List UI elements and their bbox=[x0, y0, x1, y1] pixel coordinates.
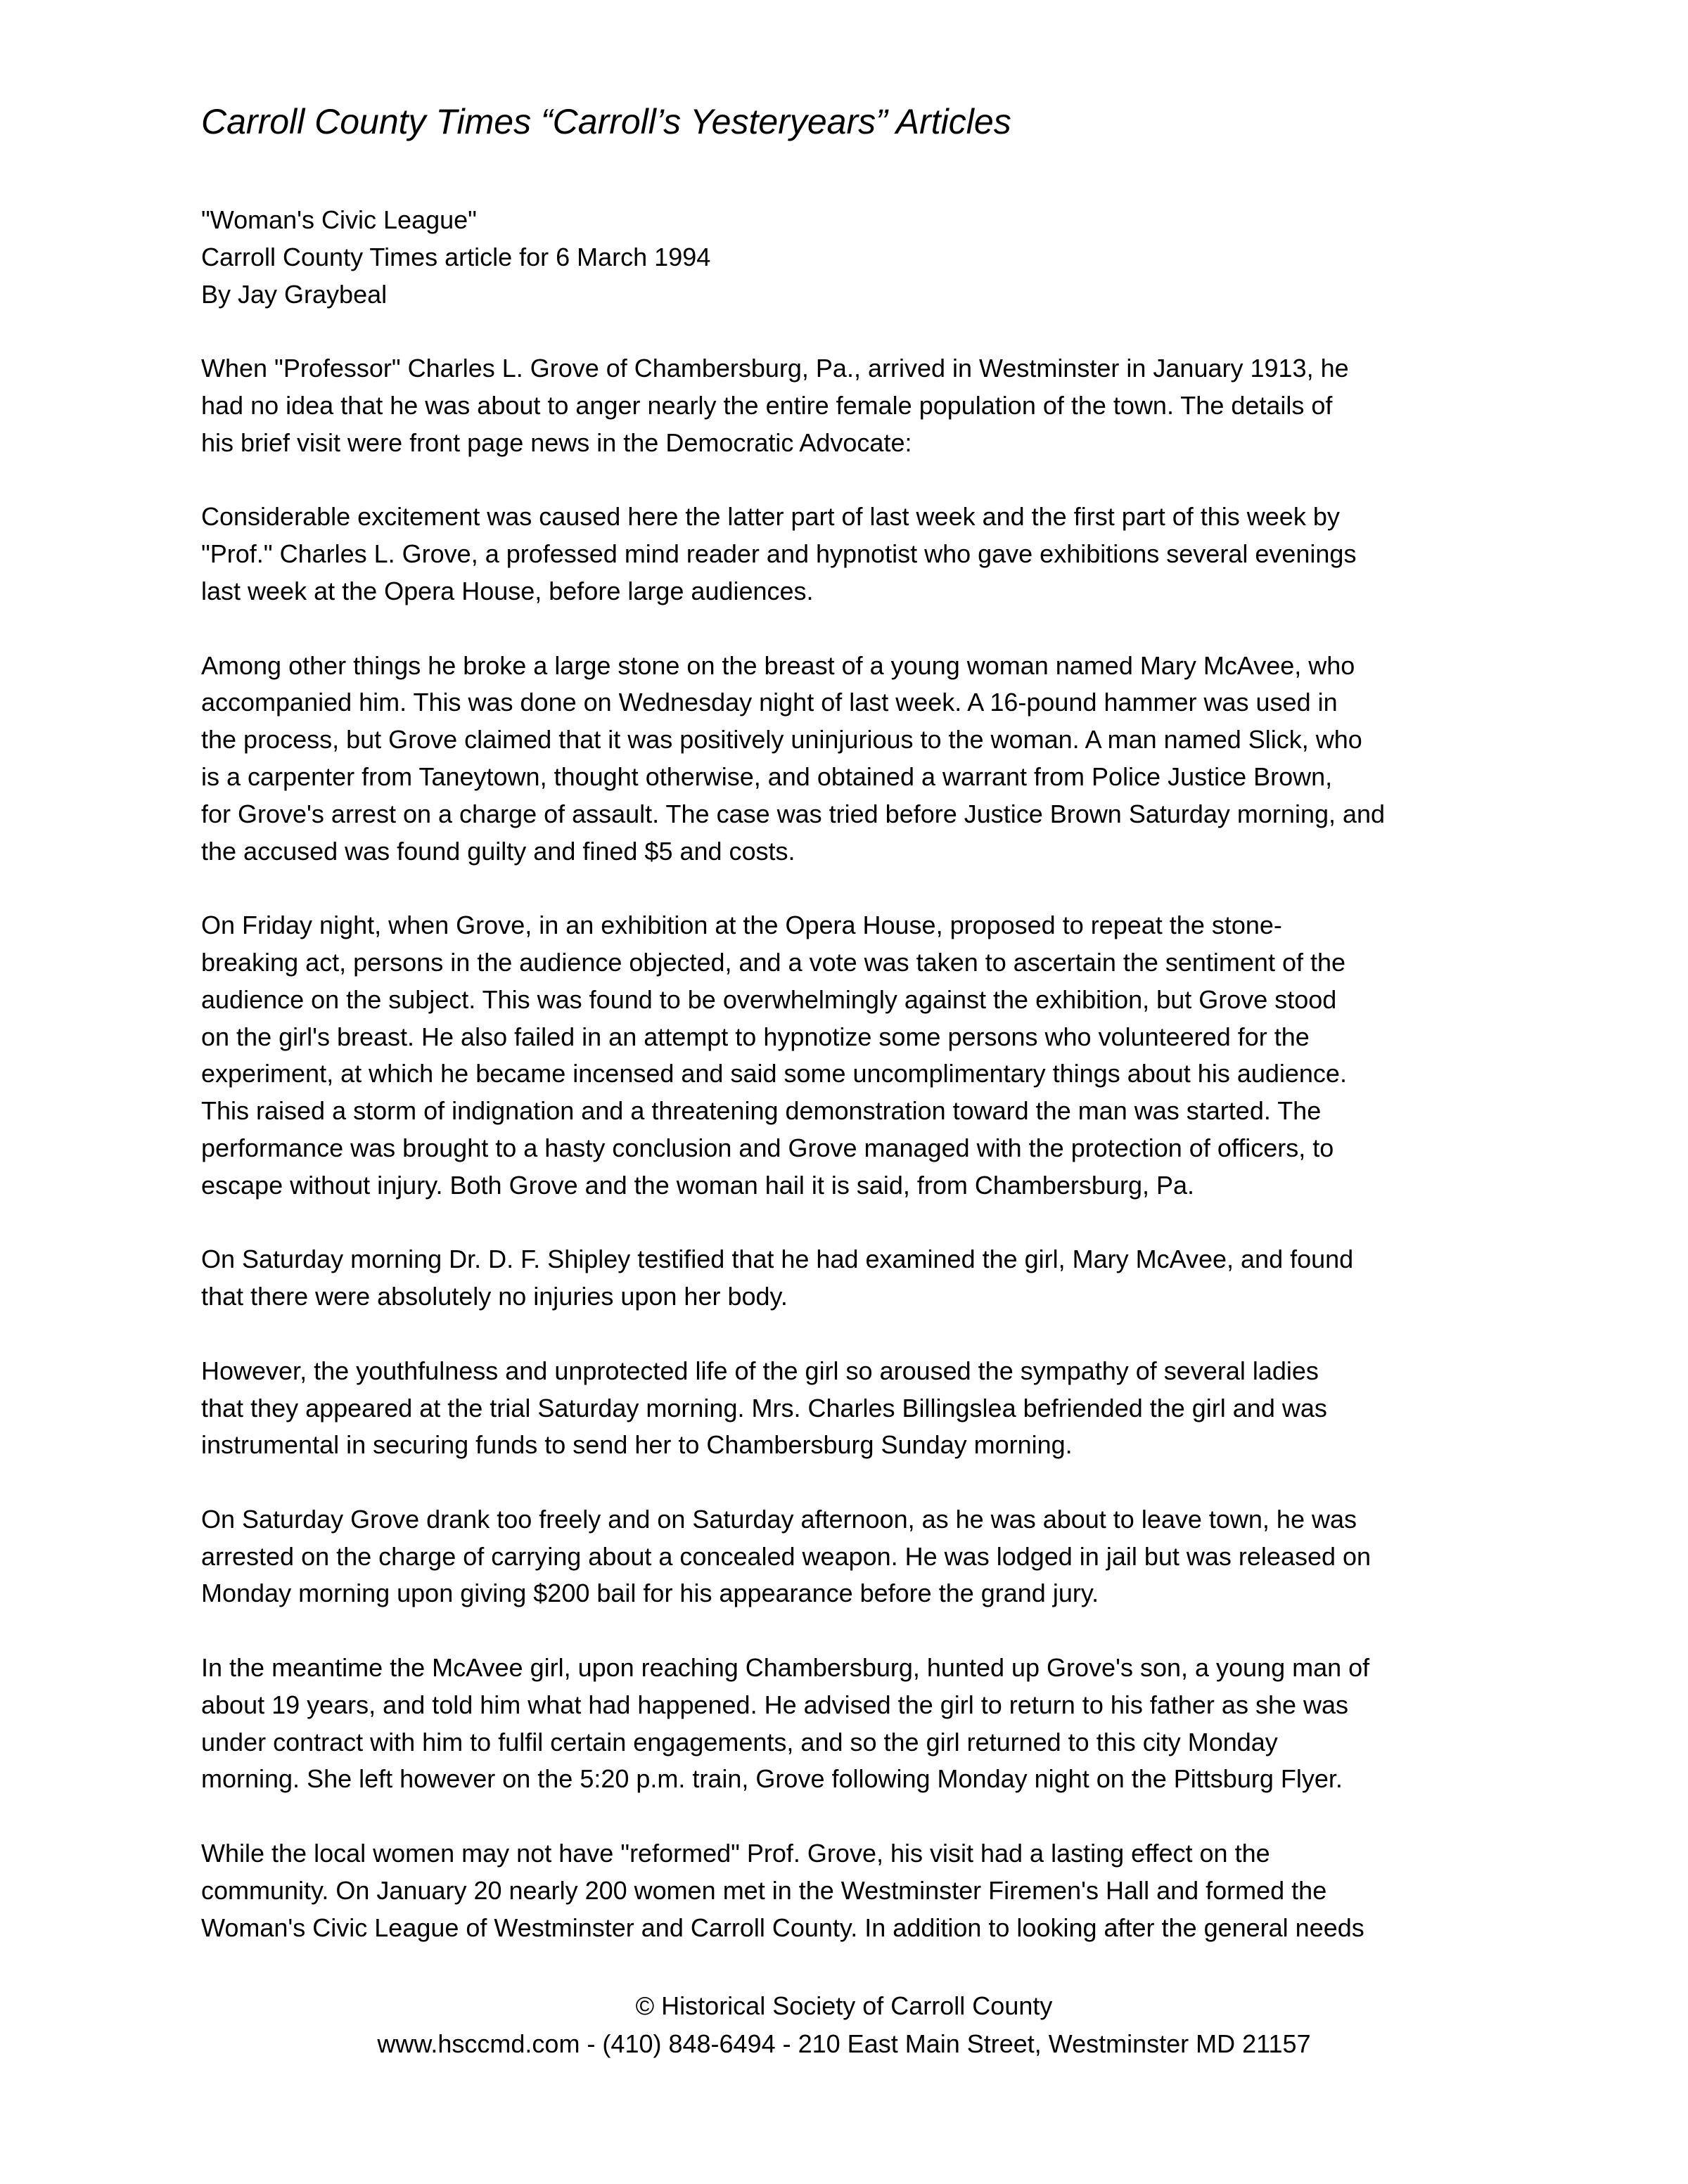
paragraph-line: had no idea that he was about to anger nearly the entire female population of the town. The details of bbox=[201, 390, 1333, 420]
paragraph-line: However, the youthfulness and unprotected life of the girl so aroused the sympathy of several ladies bbox=[201, 1356, 1319, 1385]
footer-copyright: © Historical Society of Carroll County bbox=[635, 1991, 1053, 2020]
article-paragraph bbox=[201, 1353, 1495, 1464]
paragraph-line: performance was brought to a hasty conclusion and Grove managed with the protection of officers, to bbox=[201, 1133, 1334, 1162]
article-body bbox=[201, 202, 1495, 1984]
paragraph-line: the process, but Grove claimed that it was positively uninjurious to the woman. A man named Slick, who bbox=[201, 725, 1362, 754]
page-footer bbox=[0, 1987, 1688, 2063]
article-paragraph bbox=[201, 1835, 1495, 1946]
article-paragraph bbox=[201, 907, 1495, 1204]
footer-contact: www.hsccmd.com - (410) 848-6494 - 210 East Main Street, Westminster MD 21157 bbox=[377, 2029, 1311, 2058]
paragraph-line: for Grove's arrest on a charge of assault. The case was tried before Justice Brown Saturday morning, and bbox=[201, 799, 1386, 828]
paragraph-line: Monday morning upon giving $200 bail for his appearance before the grand jury. bbox=[201, 1579, 1099, 1608]
article-headline: "Woman's Civic League" bbox=[201, 205, 477, 234]
paragraph-line: experiment, at which he became incensed and said some uncomplimentary things about his audience. bbox=[201, 1059, 1347, 1088]
paragraph-line: his brief visit were front page news in the Democratic Advocate: bbox=[201, 428, 912, 457]
paragraph-line: that there were absolutely no injuries upon her body. bbox=[201, 1282, 788, 1311]
paragraph-line: accompanied him. This was done on Wednesday night of last week. A 16-pound hammer was used in bbox=[201, 688, 1338, 717]
paragraph-line: last week at the Opera House, before large audiences. bbox=[201, 576, 814, 605]
paragraph-line: escape without injury. Both Grove and the woman hail it is said, from Chambersburg, Pa. bbox=[201, 1170, 1195, 1200]
paragraph-line: Considerable excitement was caused here the latter part of last week and the first part of this week by bbox=[201, 502, 1340, 532]
article-paragraph bbox=[201, 350, 1495, 461]
paragraph-line: is a carpenter from Taneytown, thought otherwise, and obtained a warrant from Police Justice Brown, bbox=[201, 762, 1333, 791]
paragraph-line: "Prof." Charles L. Grove, a professed mind reader and hypnotist who gave exhibitions several evenings bbox=[201, 539, 1357, 569]
paragraph-line: When "Professor" Charles L. Grove of Chambersburg, Pa., arrived in Westminster in January 1913, he bbox=[201, 354, 1349, 383]
paragraph-line: breaking act, persons in the audience objected, and a vote was taken to ascertain the sentiment of the bbox=[201, 947, 1346, 977]
article-byline: By Jay Graybeal bbox=[201, 279, 388, 309]
paragraph-line: Among other things he broke a large stone on the breast of a young woman named Mary McAvee, who bbox=[201, 650, 1355, 680]
article-paragraph bbox=[201, 1650, 1495, 1798]
article-publication-line: Carroll County Times article for 6 March 1994 bbox=[201, 242, 711, 271]
article-header bbox=[201, 202, 1495, 313]
series-title: Carroll County Times “Carroll’s Yesteryears” Articles bbox=[201, 102, 1011, 141]
article-paragraphs bbox=[201, 350, 1495, 1946]
paragraph-line: that they appeared at the trial Saturday morning. Mrs. Charles Billingslea befriended the girl and was bbox=[201, 1393, 1327, 1422]
paragraph-line: about 19 years, and told him what had happened. He advised the girl to return to his father as she was bbox=[201, 1690, 1349, 1719]
paragraph-line: In the meantime the McAvee girl, upon reaching Chambersburg, hunted up Grove's son, a young man of bbox=[201, 1653, 1370, 1683]
paragraph-line: instrumental in securing funds to send her to Chambersburg Sunday morning. bbox=[201, 1430, 1073, 1460]
paragraph-line: Woman's Civic League of Westminster and Carroll County. In addition to looking after the general needs bbox=[201, 1913, 1364, 1942]
article-paragraph bbox=[201, 1241, 1495, 1316]
article-paragraph bbox=[201, 1501, 1495, 1612]
paragraph-line: On Saturday Grove drank too freely and on Saturday afternoon, as he was about to leave town, he was bbox=[201, 1504, 1357, 1534]
paragraph-line: community. On January 20 nearly 200 women met in the Westminster Firemen's Hall and formed the bbox=[201, 1875, 1327, 1905]
paragraph-line: morning. She left however on the 5:20 p.m. train, Grove following Monday night on the Pittsburg Flyer. bbox=[201, 1764, 1343, 1794]
paragraph-line: under contract with him to fulfil certain engagements, and so the girl returned to this city Monday bbox=[201, 1727, 1278, 1756]
paragraph-line: the accused was found guilty and fined $5 and costs. bbox=[201, 836, 795, 866]
paragraph-line: arrested on the charge of carrying about a concealed weapon. He was lodged in jail but was released on bbox=[201, 1541, 1372, 1571]
article-paragraph bbox=[201, 648, 1495, 871]
article-paragraph bbox=[201, 499, 1495, 610]
paragraph-line: On Saturday morning Dr. D. F. Shipley testified that he had examined the girl, Mary McAvee, and found bbox=[201, 1245, 1354, 1274]
paragraph-line: on the girl's breast. He also failed in an attempt to hypnotize some persons who volunteered for the bbox=[201, 1022, 1310, 1051]
paragraph-line: On Friday night, when Grove, in an exhibition at the Opera House, proposed to repeat the stone- bbox=[201, 911, 1282, 940]
paragraph-line: While the local women may not have "reformed" Prof. Grove, his visit had a lasting effect on the bbox=[201, 1839, 1270, 1868]
paragraph-line: This raised a storm of indignation and a threatening demonstration toward the man was started. The bbox=[201, 1096, 1322, 1126]
paragraph-line: audience on the subject. This was found to be overwhelmingly against the exhibition, but Grove stood bbox=[201, 984, 1337, 1014]
